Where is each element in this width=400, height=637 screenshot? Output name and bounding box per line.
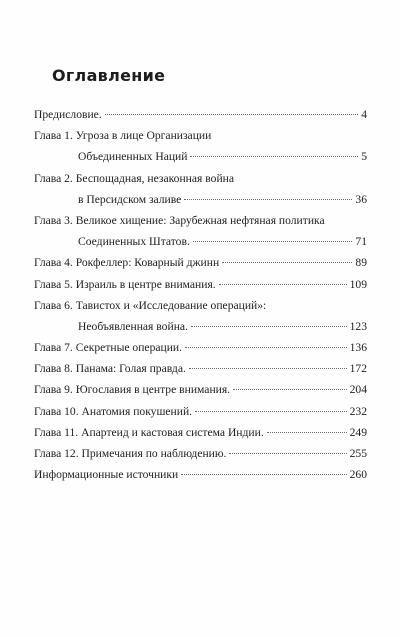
dot-leader xyxy=(181,474,346,475)
dot-leader xyxy=(185,347,347,348)
dot-leader xyxy=(219,284,347,285)
entry-title: Глава 3. Великое хищение: Зарубежная нефтяная политика xyxy=(34,213,325,227)
dot-leader xyxy=(193,241,353,242)
dot-leader xyxy=(189,368,347,369)
toc-entry-chapter-2 xyxy=(34,172,367,214)
page-number: 4 xyxy=(361,108,367,121)
toc-entry-chapter-7 xyxy=(34,341,367,362)
toc-entry-chapter-10 xyxy=(34,405,367,426)
entry-title: Информационные источники xyxy=(34,468,179,482)
entry-title: Глава 5. Израиль в центре внимания. xyxy=(34,277,216,291)
dot-leader xyxy=(222,262,352,263)
page-number: 109 xyxy=(349,277,367,291)
page-number: 255 xyxy=(349,447,367,460)
page-number: 204 xyxy=(349,383,367,397)
entry-title: Глава 7. Секретные операции. xyxy=(34,341,183,355)
page-number: 5 xyxy=(361,150,367,164)
toc-entry-chapter-6 xyxy=(34,299,367,341)
dot-leader xyxy=(233,389,347,390)
page-number: 172 xyxy=(349,362,367,376)
entry-title-continued: Объединенных Наций xyxy=(78,150,188,164)
toc-entry-chapter-1 xyxy=(34,129,367,171)
entry-title-continued: Необъявленная война. xyxy=(78,319,188,333)
entry-title: Глава 8. Панама: Голая правда. xyxy=(34,362,186,376)
entry-title-continued: Соединенных Штатов. xyxy=(78,235,190,249)
entry-title: Глава 12. Примечания по наблюдению. xyxy=(34,447,227,460)
toc-entry-chapter-9 xyxy=(34,383,367,404)
dot-leader xyxy=(229,453,346,454)
page-number: 123 xyxy=(349,319,367,333)
entry-title: Глава 10. Анатомия покушений. xyxy=(34,404,193,418)
entry-title: Глава 1. Угроза в лице Организации xyxy=(34,129,212,143)
toc-entry-chapter-8 xyxy=(34,362,367,383)
entry-title: Глава 2. Беспощадная, незаконная война xyxy=(34,171,235,185)
toc-entry-chapter-11 xyxy=(34,426,367,447)
page-number: 71 xyxy=(355,235,367,249)
table-of-contents xyxy=(34,108,367,489)
toc-entry-sources xyxy=(34,468,367,489)
page-number: 136 xyxy=(349,341,367,355)
dot-leader xyxy=(267,432,347,433)
toc-heading: Оглавление xyxy=(52,66,166,85)
toc-entry-chapter-3 xyxy=(34,214,367,256)
toc-entry-chapter-5 xyxy=(34,278,367,299)
toc-entry-chapter-12 xyxy=(34,447,367,468)
dot-leader xyxy=(184,199,352,200)
entry-title: Глава 4. Рокфеллер: Коварный джинн xyxy=(34,256,220,270)
entry-title: Глава 11. Апартеид и кастовая система Индии. xyxy=(34,425,264,439)
entry-title: Глава 6. Тавистох и «Исследование операций»: xyxy=(34,298,267,312)
page-number: 36 xyxy=(355,192,367,206)
page-number: 232 xyxy=(349,404,367,418)
dot-leader xyxy=(105,114,358,115)
page-number: 89 xyxy=(355,256,367,270)
dot-leader xyxy=(195,411,347,412)
entry-title: Глава 9. Югославия в центре внимания. xyxy=(34,383,231,397)
entry-title: Предисловие. xyxy=(34,108,102,121)
toc-entry-preface xyxy=(34,108,367,129)
page-number: 260 xyxy=(349,468,367,482)
entry-title-continued: в Персидском заливе xyxy=(78,192,182,206)
toc-entry-chapter-4 xyxy=(34,256,367,277)
page-number: 249 xyxy=(349,425,367,439)
dot-leader xyxy=(190,156,358,157)
dot-leader xyxy=(191,326,347,327)
